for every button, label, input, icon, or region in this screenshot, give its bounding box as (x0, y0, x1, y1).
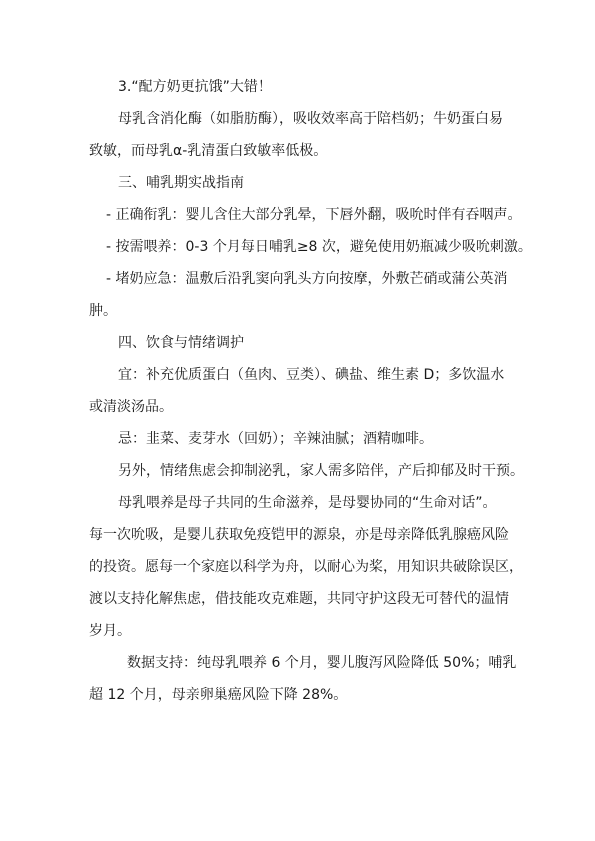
paragraph-line: 母乳含消化酶（如脂肪酶），吸收效率高于陪档奶；牛奶蛋白易 (118, 111, 503, 127)
paragraph-line: 宜：补充优质蛋白（鱼肉、豆类）、碘盐、维生素 D；多饮温水 (118, 367, 505, 383)
list-item: - 正确衔乳：婴儿含住大部分乳晕，下唇外翻，吸吮时伴有吞咽声。 (106, 207, 522, 223)
section-heading-myth-3: 3.“配方奶更抗饿”大错！ (118, 79, 272, 95)
paragraph-line: 致敏，而母乳α-乳清蛋白致敏率低极。 (89, 143, 328, 159)
paragraph-line: 忌：韭菜、麦芽水（回奶）；辛辣油腻；酒精咖啡。 (118, 431, 433, 447)
list-item-continuation: 肿。 (89, 303, 117, 319)
paragraph-line: 母乳喂养是母子共同的生命滋养，是母婴协同的“生命对话”。 (118, 495, 497, 511)
section-heading-guide: 三、哺乳期实战指南 (118, 175, 244, 191)
paragraph-line: 岁月。 (89, 623, 131, 639)
paragraph-line: 每一次吮吸，是婴儿获取免疫铠甲的源泉，亦是母亲降低乳腺癌风险 (89, 527, 509, 543)
section-heading-diet: 四、饮食与情绪调护 (118, 335, 244, 351)
paragraph-line: 另外，情绪焦虑会抑制泌乳，家人需多陪伴，产后抑郁及时干预。 (118, 463, 524, 479)
paragraph-line: 或清淡汤品。 (89, 399, 173, 415)
list-item: - 堵奶应急：温敷后沿乳窦向乳头方向按摩，外敷芒硝或蒲公英消 (106, 271, 508, 287)
paragraph-line: 的投资。愿每一个家庭以科学为舟，以耐心为桨，用知识共破除误区， (89, 559, 523, 575)
data-support-line: 超 12 个月，母亲卵巢癌风险下降 28%。 (89, 687, 348, 703)
list-item: - 按需喂养：0-3 个月每日哺乳≥8 次，避免使用奶瓶减少吸吮刺激。 (106, 239, 532, 255)
data-support-line: 数据支持：纯母乳喂养 6 个月，婴儿腹泻风险降低 50%；哺乳 (127, 655, 517, 671)
paragraph-line: 渡以支持化解焦虑，借技能攻克难题，共同守护这段无可替代的温情 (89, 591, 509, 607)
